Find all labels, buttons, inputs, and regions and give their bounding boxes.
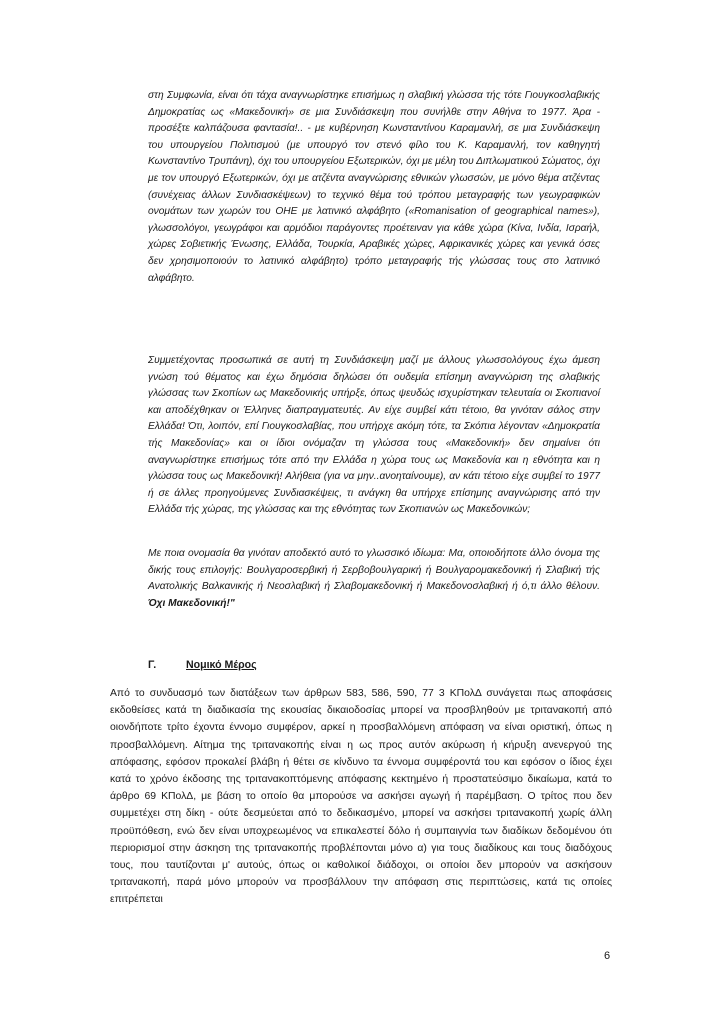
section-title: Νομικό Μέρος: [186, 659, 257, 671]
quote-paragraph-2: Συμμετέχοντας προσωπικά σε αυτή τη Συνδιάσκεψη μαζί με άλλους γλωσσολόγους έχω άμεση γνώση τού θέματος και έχω δημόσια δηλώσει ότι ουδεμία επίσημη αναγνώριση της σλαβικής γλώσσας των Σκοπίων ως Μακεδονικής υπήρξε, όπως ψευδώς ισχυρίστηκαν τελευταία οι Σκοπιανοί και αποδέχθηκαν οι Έλληνες διαπραγματευτές. Αν είχε συμβεί κάτι τέτοιο, θα γινόταν σάλος στην Ελλάδα! Ότι, λοιπόν, επί Γιουγκοσλαβίας, που υπήρχε ακόμη τότε, τα Σκόπια λέγονταν «Δημοκρατία τής Μακεδονίας» και οι ίδιοι ονόμαζαν τη γλώσσα τους «Μακεδονική» δεν σημαίνει ότι αναγνωρίστηκε επισήμως τότε από την Ελλάδα η χώρα τους ως Μακεδονία και η εθνότητα και η γλώσσα τους ως Μακεδονική! Αλήθεια (για να μην..ανοηταίνουμε), αν κάτι τέτοιο είχε συμβεί το 1977 ή σε άλλες προηγούμενες Συνδιασκέψεις, τι ανάγκη θα υπήρχε επίσημης αναγνώρισης από την Ελλάδα τής χώρας, της γλώσσας και της εθνότητας των Σκοπιανών ως Μακεδονικών;: [148, 355, 600, 516]
section-letter: Γ.: [148, 659, 157, 671]
body-paragraph: Από το συνδυασμό των διατάξεων των άρθρων 583, 586, 590, 77 3 ΚΠολΔ συνάγεται πως αποφάσεις εκδοθείσες κατά τη διαδικασία της εκουσίας δικαιοδοσίας μπορεί να προσβληθούν με τριτανακοπή από οιονδήποτε τρίτο έχοντα έννομο συμφέρον, αρκεί η προσβαλλόμενη απόφαση να είναι οριστική, όπως η προσβαλλόμενη. Αίτημα της τριτανακοπής είναι η ως προς αυτόν ακύρωση ή κήρυξη ανενεργού της απόφασης, εφόσον προκαλεί βλάβη ή θέτει σε κίνδυνο τα έννομα συμφέροντά του και εφόσον ο ίδιος έχει κατά το χρόνο έκδοσης της τριτανακοπτόμενης απόφασης κεκτημένο ή προστατεύσιμο δικαίωμα, κατά το άρθρο 69 ΚΠολΔ, με βάση το οποίο θα μπορούσε να ασκήσει αγωγή ή παρέμβαση. Ο τρίτος που δεν συμμετέχει στη δίκη - ούτε δεσμεύεται από το δεδικασμένο, μπορεί να ασκήσει τριτανακοπή χωρίς άλλη προϋπόθεση, ενώ δεν είναι υποχρεωμένος να επικαλεστεί δόλο ή συμπαιγνία των διαδίκων δεδομένου ότι περιορισμοί στην άσκηση της τριτανακοπής προβλέπονται μόνο α) για τους διαδίκους και τους διαδόχους τους, που ταυτίζονται μ' αυτούς, όπως οι καθολικοί διάδοχοι, οι οποίοι δεν μπορούν να ασκήσουν τριτανακοπή, παρά μόνο μπορούν να προσβάλλουν την απόφαση στις περιπτώσεις, κατά τις οποίες επιτρέπεται: [110, 688, 612, 906]
page-number: 6: [604, 950, 611, 962]
quote-paragraph-3: [148, 546, 600, 612]
quote-paragraph-1: στη Συμφωνία, είναι ότι τάχα αναγνωρίστηκε επισήμως η σλαβική γλώσσα τής τότε Γιουγκοσλαβικής Δημοκρατίας ως «Μακεδονική» σε μια Συνδιάσκεψη που συνήλθε στην Αθήνα το 1977. Άρα - προσέξτε καλπάζουσα φαντασία!.. - με κυβέρνηση Κωνσταντίνου Καραμανλή, σε μια Συνδιάσκεψη του υπουργείου Πολιτισμού (με υπουργό τον στενό φίλο του Κ. Καραμανλή, τον καθηγητή Κωνσταντίνο Τρυπάνη), όχι του υπουργείου Εξωτερικών, όχι με μέλη του Διπλωματικού Σώματος, όχι με τον υπουργό Εξωτερικών, όχι με ατζέντα αναγνώρισης εθνικών γλωσσών, με μόνο θέμα ατζέντας (συνέχειας άλλων Συνδιασκέψεων) το τεχνικό θέμα τού τρόπου μεταγραφής των γεωγραφικών ονομάτων των χωρών του ΟΗΕ με λατινικό αλφάβητο («Romanisation of geographical names»), γλωσσολόγοι, γεωγράφοι και αρμόδιοι παράγοντες προέτειναν για κάθε χώρα (Κίνα, Ινδία, Ισραήλ, χώρες Σοβιετικής Ένωσης, Ελλάδα, Τουρκία, Αραβικές χώρες, Αφρικανικές χώρες και γενικά όσες δεν χρησιμοποιούν το λατινικό αλφάβητο) τρόπο μεταγραφής τής γλώσσας τους στο λατινικό αλφάβητο.: [148, 90, 600, 284]
quote-paragraph-3-text: Με ποια ονομασία θα γινόταν αποδεκτό αυτό το γλωσσικό ιδίωμα: Μα, οποιοδήποτε άλλο όνομα της δικής τους επιλογής: Βουλγαροσερβική ή Σερβοβουλγαρική ή Βουλγαρομακεδονική ή Σλαβική τής Ανατολικής Βαλκανικής ή Νεοσλαβική ή Σλαβομακεδονική ή Μακεδονοσλαβική ή ό,τι άλλο θέλουν.: [148, 548, 600, 593]
section-heading: [148, 659, 257, 671]
quote-closing-bold: Όχι Μακεδονική!": [148, 597, 235, 609]
